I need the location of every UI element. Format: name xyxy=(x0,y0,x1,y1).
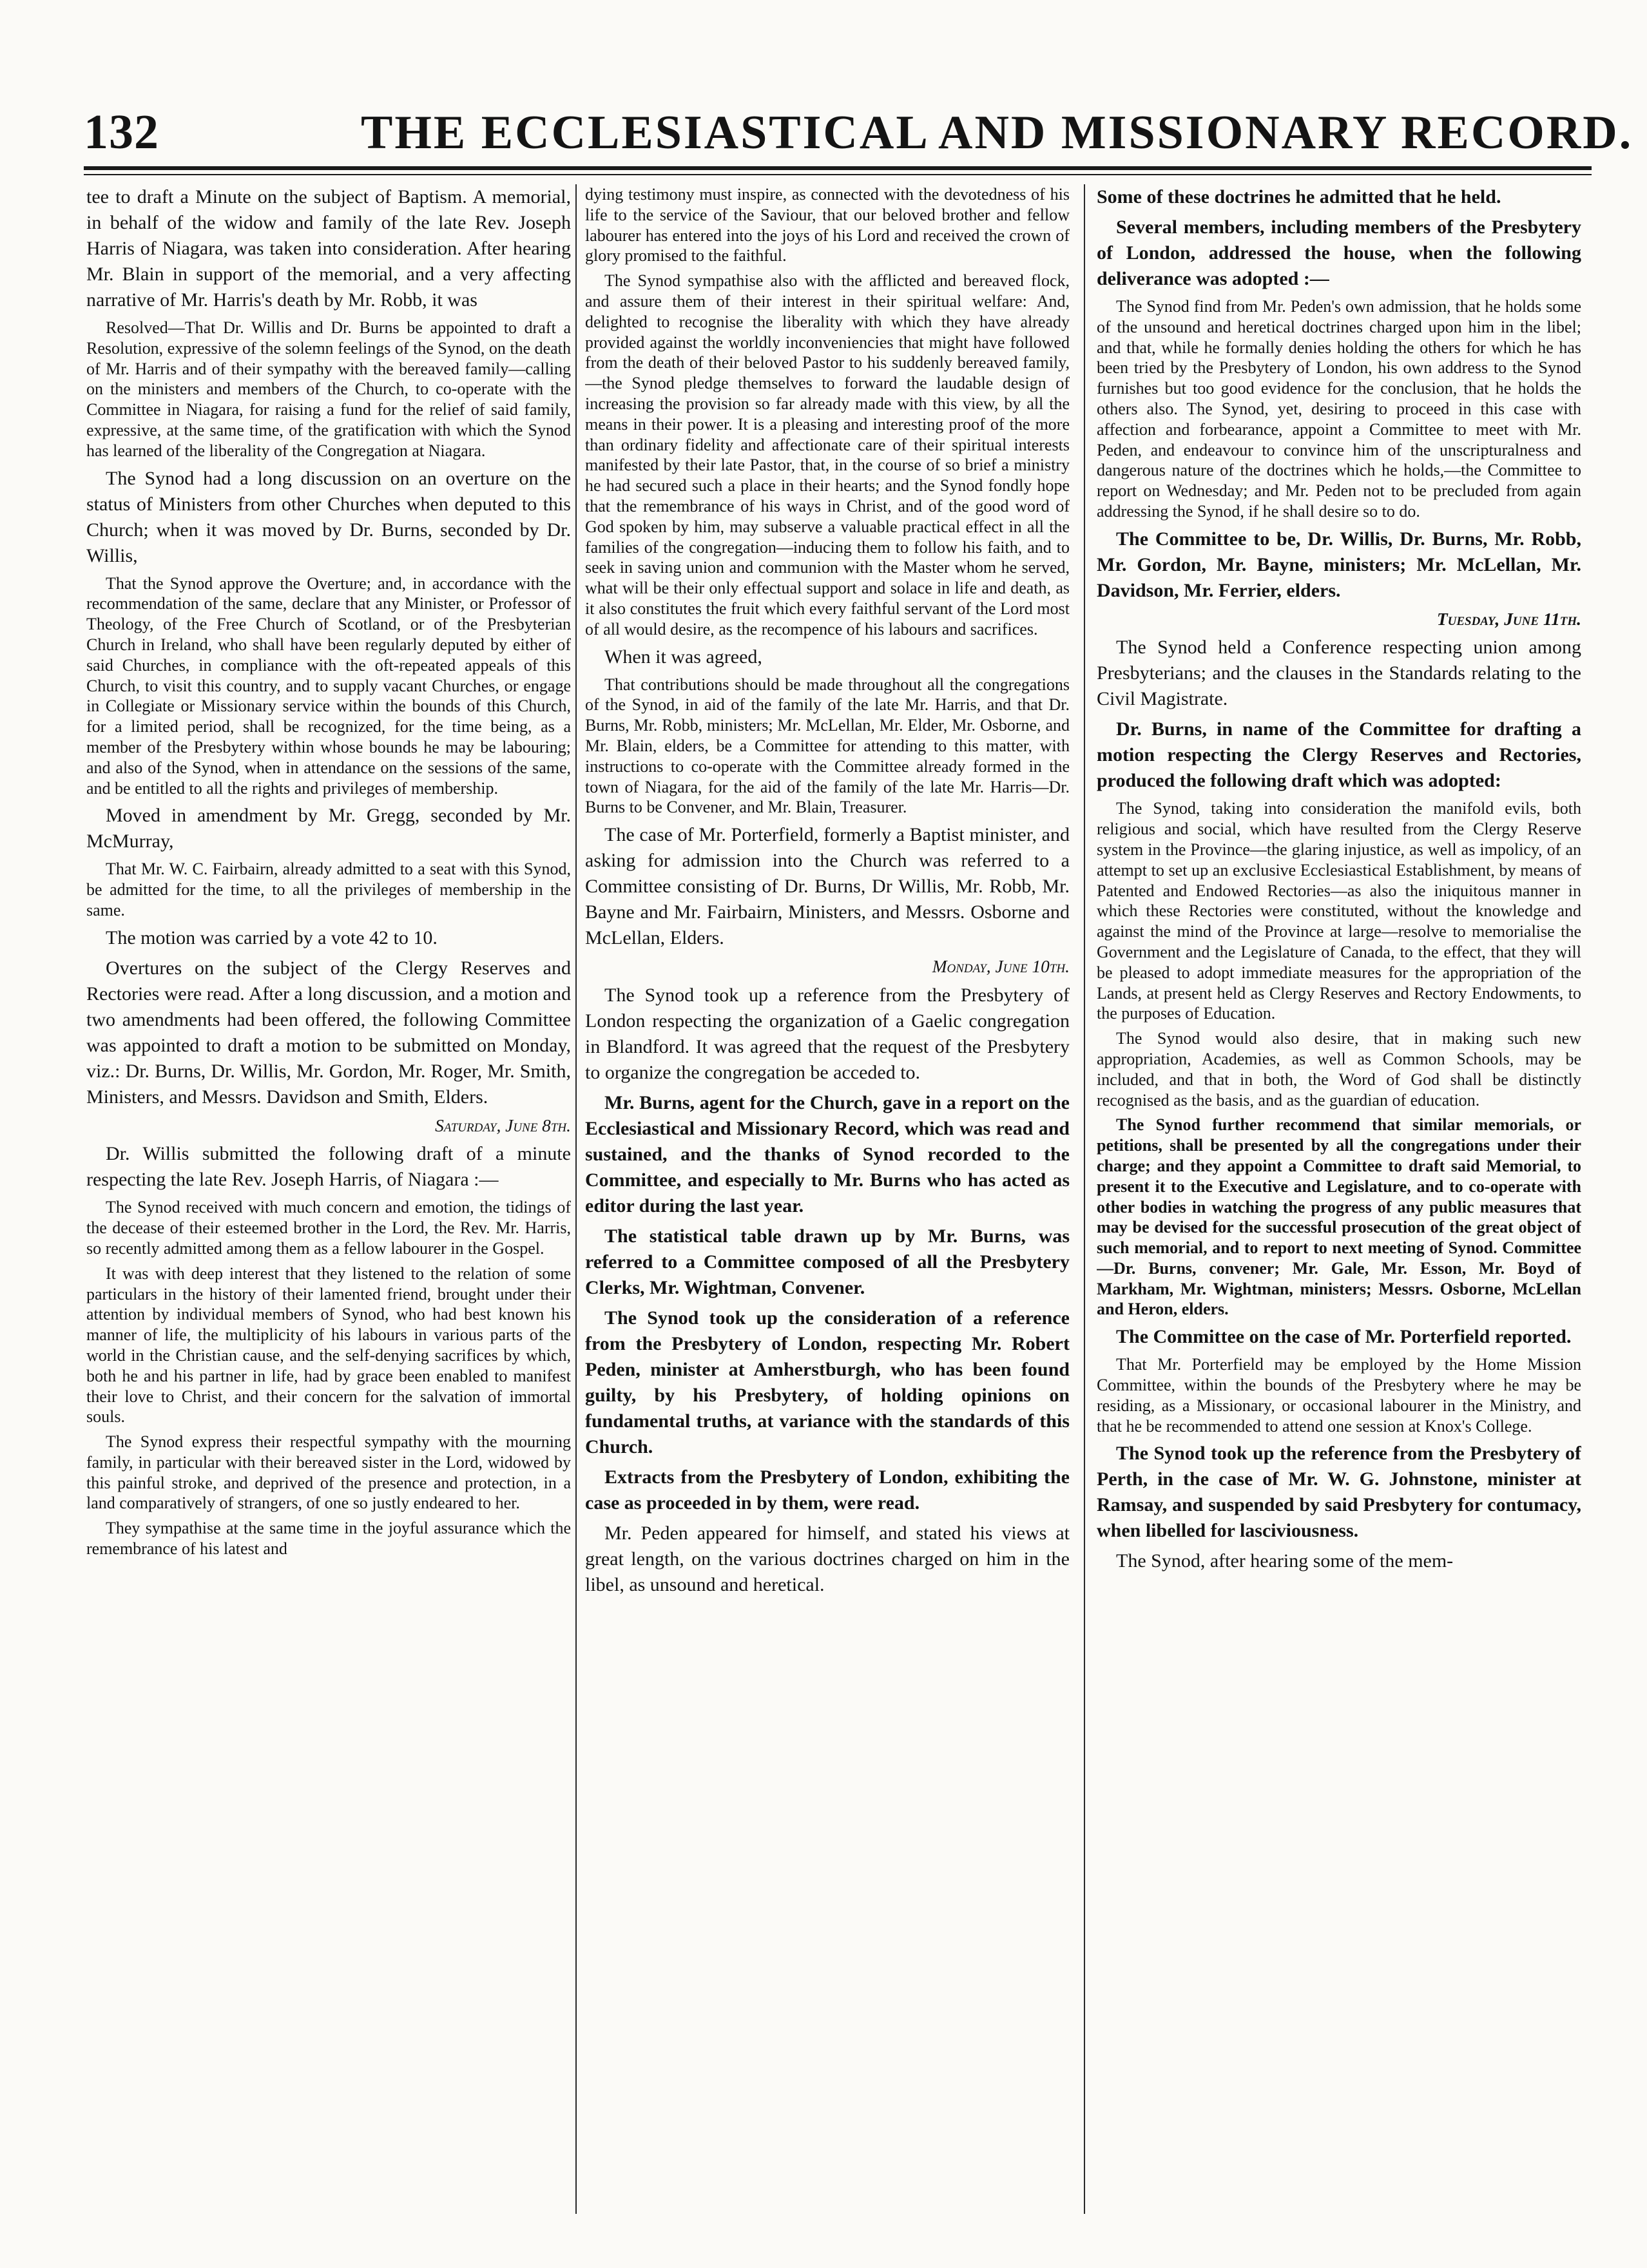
paragraph: Saturday, June 8th. xyxy=(435,1115,571,1135)
running-title: THE ECCLESIASTICAL AND MISSIONARY RECORD. xyxy=(361,106,1633,159)
paragraph: The case of Mr. Porterfield, formerly a Baptist minister, and asking for admission into the Church was referred to a Committee consisting of Dr. Burns, Dr Willis, Mr. Robb, Mr. Bayne and Mr. Fairbairn, Ministers, and Messrs. Osborne and McLellan, Elders. xyxy=(585,824,1070,949)
paragraph: The motion was carried by a vote 42 to 10. xyxy=(106,927,438,948)
paragraph: The Synod held a Conference respecting union among Presbyterians; and the clauses in the Standards relating to the Civil Magistrate. xyxy=(1097,637,1581,710)
column-middle xyxy=(585,184,1070,2220)
paragraph: dying testimony must inspire, as connected with the devotedness of his life to the service of the Saviour, that our beloved brother and fellow labourer has entered into the joys of his Lord and received the crown of glory promised to the faithful. xyxy=(585,185,1070,265)
paragraph: The Synod express their respectful sympathy with the mourning family, in particular with their bereaved sister in the Lord, widowed by this painful stroke, and deprived of the presence and protection, in a land comparatively of strangers, of one so justly endeared to her. xyxy=(86,1432,571,1513)
paragraph: The statistical table drawn up by Mr. Burns, was referred to a Committee composed of all the Presbytery Clerks, Mr. Wightman, Convener. xyxy=(585,1225,1070,1298)
paragraph: Some of these doctrines he admitted that he held. xyxy=(1097,186,1501,207)
paragraph: Overtures on the subject of the Clergy Reserves and Rectories were read. After a long discussion, and a motion and two amendments had been offered, the following Committee was appointed to draft a motion to be submitted on Monday, viz.: Dr. Burns, Dr. Willis, Mr. Gordon, Mr. Roger, Mr. Smith, Ministers, and Messrs. Davidson and Smith, Elders. xyxy=(86,957,571,1108)
paragraph: The Synod, taking into consideration the manifold evils, both religious and social, which have resulted from the Clergy Reserve system in the Province—the glaring injustice, as well as impolicy, of an attempt to set up an exclusive Ecclesiastical Establishment, by means of Patented and Endowed Rectories—as also the iniquitous manner in which these Rectories were constituted, without the knowledge and against the mind of the Province at large—resolve to memorialise the Government and the Legislature of Canada, to the effect, that they will be pleased to adopt immediate measures for the appropriation of the Lands, at present held as Clergy Reserves and Rectory Endowments, to the purposes of Education. xyxy=(1097,799,1581,1023)
paragraph: Moved in amendment by Mr. Gregg, seconded by Mr. McMurray, xyxy=(86,805,571,852)
paragraph: Dr. Burns, in name of the Committee for drafting a motion respecting the Clergy Reserves and Rectories, produced the following draft which was adopted: xyxy=(1097,718,1581,792)
column-left xyxy=(86,184,571,2220)
paragraph: Extracts from the Presbytery of London, exhibiting the case as proceeded in by them, were read. xyxy=(585,1466,1070,1514)
page-number: 132 xyxy=(84,105,159,159)
paragraph: The Synod took up the reference from the Presbytery of Perth, in the case of Mr. W. G. Johnstone, minister at Ramsay, and suspended by said Presbytery for contumacy, when libelled for lasciviousness. xyxy=(1097,1443,1581,1542)
paragraph: That Mr. W. C. Fairbairn, already admitted to a seat with this Synod, be admitted for the time, to all the privileges of membership in the same. xyxy=(86,860,571,919)
header-rule-thin xyxy=(84,174,1592,175)
paragraph: That the Synod approve the Overture; and, in accordance with the recommendation of the same, declare that any Minister, or Professor of Theology, of the Free Church of Scotland, or of the Presbyterian Church in Ireland, who shall have been regularly deputed by either of said Churches, in compliance with the oft-repeated appeals of this Church, to visit this country, and to supply vacant Churches, or engage in Collegiate or Missionary service within the bounds of this Church, for a limited period, shall be recognized, for the time being, as a member of the Presbytery within whose bounds he may be labouring; and also of the Synod, when in attendance on the sessions of the same, and be entitled to all the rights and privileges of membership. xyxy=(86,573,571,798)
paragraph: Dr. Willis submitted the following draft of a minute respecting the late Rev. Joseph Harris, of Niagara :— xyxy=(86,1143,571,1191)
paragraph: That contributions should be made throughout all the congregations of the Synod, in aid of the family of the late Mr. Harris, and that Dr. Burns, Mr. Robb, ministers; Mr. McLellan, Mr. Elder, Mr. Osborne, and Mr. Blain, elders, be a Committee for attending to this matter, with instructions to co-operate with the Committee already formed in the town of Niagara, for the aid of the family of the late Mr. Harris—Dr. Burns to be Convener, and Mr. Blain, Treasurer. xyxy=(585,675,1070,817)
paragraph: The Synod received with much concern and emotion, the tidings of the decease of their esteemed brother in the Lord, the Rev. Mr. Harris, so recently admitted among them as a fellow labourer in the Gospel. xyxy=(86,1198,571,1258)
paragraph: The Synod find from Mr. Peden's own admission, that he holds some of the unsound and heretical doctrines charged upon him in the libel; and that, while he formally denies holding the others for which he has been tried by the Presbytery of London, his own address to the Synod furnishes but too good evidence for the conclusion, that he holds the others also. The Synod, yet, desiring to proceed in this case with affection and forbearance, appoint a Committee to meet with Mr. Peden, and endeavour to convince him of the unscripturalness and dangerous nature of the doctrines which he holds,—the Committee to report on Wednesday; and Mr. Peden not to be precluded from again addressing the Synod, if he shall desire so to do. xyxy=(1097,297,1581,521)
column-divider xyxy=(575,184,577,2214)
paragraph: tee to draft a Minute on the subject of Baptism. A memorial, in behalf of the widow and family of the late Rev. Joseph Harris of Niagara, was taken into consideration. After hearing Mr. Blain in support of the memorial, and a very affecting narrative of Mr. Harris's death by Mr. Robb, it was xyxy=(86,186,571,311)
paragraph: Resolved—That Dr. Willis and Dr. Burns be appointed to draft a Resolution, expressive of the solemn feelings of the Synod, on the death of Mr. Harris and of their sympathy with the bereaved family—calling on the ministers and members of the Church, to co-operate with the Committee in Niagara, for raising a fund for the relief of said family, expressive, at the same time, of the gratification with which the Synod has learned of the liberality of the Congregation at Niagara. xyxy=(86,318,571,460)
header-rule-thick xyxy=(84,166,1592,170)
paragraph: The Synod took up the consideration of a reference from the Presbytery of London, respecting Mr. Robert Peden, minister at Amherstburgh, who has been found guilty, by his Presbytery, of holding opinions on fundamental truths, at variance with the standards of this Church. xyxy=(585,1307,1070,1457)
paragraph: The Synod had a long discussion on an overture on the status of Ministers from other Churches when deputed to this Church; when it was moved by Dr. Burns, seconded by Dr. Willis, xyxy=(86,467,571,566)
paragraph: Several members, including members of the Presbytery of London, addressed the house, when the following deliverance was adopted :— xyxy=(1097,216,1581,289)
paragraph: Tuesday, June 11th. xyxy=(1436,609,1581,629)
paragraph: That Mr. Porterfield may be employed by the Home Mission Committee, within the bounds of the Presbytery where he may be residing, as a Missionary, or occasional labourer in the Ministry, and that he be recommended to attend one session at Knox's College. xyxy=(1097,1355,1581,1436)
paragraph: Mr. Peden appeared for himself, and stated his views at great length, on the various doctrines charged on him in the libel, as unsound and heretical. xyxy=(585,1522,1070,1595)
paragraph: The Synod, after hearing some of the mem- xyxy=(1116,1550,1454,1572)
paragraph: They sympathise at the same time in the joyful assurance which the remembrance of his latest and xyxy=(86,1519,571,1559)
paragraph: The Committee to be, Dr. Willis, Dr. Burns, Mr. Robb, Mr. Gordon, Mr. Bayne, ministers; Mr. McLellan, Mr. Davidson, Mr. Ferrier, elders. xyxy=(1097,528,1581,601)
paragraph: The Synod took up a reference from the Presbytery of London respecting the organization of a Gaelic congregation in Blandford. It was agreed that the request of the Presbytery to organize the congregation be acceded to. xyxy=(585,984,1070,1083)
column-right xyxy=(1097,184,1581,2220)
column-divider xyxy=(1084,184,1085,2214)
paragraph: Mr. Burns, agent for the Church, gave in a report on the Ecclesiastical and Missionary Record, which was read and sustained, and the thanks of Synod recorded to the Committee, and especially to Mr. Burns who has acted as editor during the last year. xyxy=(585,1091,1070,1216)
paragraph: The Synod further recommend that similar memorials, or petitions, shall be presented by all the congregations under their charge; and they appoint a Committee to draft said Memorial, to present it to the Executive and Legislature, and to co-operate with other bodies in watching the progress of any public measures that may be devised for the successful prosecution of the great object of such memorial, and to report to next meeting of Synod. Committee—Dr. Burns, convener; Mr. Gale, Mr. Esson, Mr. Boyd of Markham, Mr. Wightman, ministers; Messrs. Osborne, McLellan and Heron, elders. xyxy=(1097,1115,1581,1319)
paragraph: The Synod would also desire, that in making such new appropriation, Academies, as well as Common Schools, may be included, and that in both, the Word of God shall be distinctly recognised as the basis, and as the guardian of education. xyxy=(1097,1029,1581,1110)
paragraph: It was with deep interest that they listened to the relation of some particulars in the history of their lamented friend, brought under their attention by individual members of Synod, who had best known his manner of life, the multiplicity of his labours in various parts of the world in the Christian cause, and the self-denying sacrifices by which, both he and his partner in life, had by grace been enabled to manifest their love to Christ, and their concern for the salvation of immortal souls. xyxy=(86,1264,571,1427)
paragraph: When it was agreed, xyxy=(604,646,762,668)
paragraph: The Committee on the case of Mr. Porterfield reported. xyxy=(1116,1326,1572,1348)
paragraph: The Synod sympathise also with the afflicted and bereaved flock, and assure them of their interest in their spiritual welfare: And, delighted to recognise the liberality with which they have already provided against the worldly inconveniencies that might have followed from the death of their beloved Pastor to his suddenly bereaved family,—the Synod pledge themselves to forward the laudable design of increasing the provision so far already made with this view, by all the means in their power. It is a pleasing and interesting proof of the more than ordinary fidelity and affectionate care of their spiritual interests manifested by their late Pastor, that, in the course of so brief a ministry he had secured such a place in their hearts; and the Synod fondly hope that the remembrance of his ways in Christ, and of the good word of God spoken by him, may subserve a valuable practical effect in all the families of the congregation—inducing them to follow his faith, and to seek in saving union and communion with the Master whom he served, what will be their only effectual support and solace in life and death, as it also constitutes the fruit which every faithful servant of the Lord most of all would desire, as the recompence of his labours and sacrifices. xyxy=(585,271,1070,639)
paragraph: Monday, June 10th. xyxy=(932,957,1070,977)
